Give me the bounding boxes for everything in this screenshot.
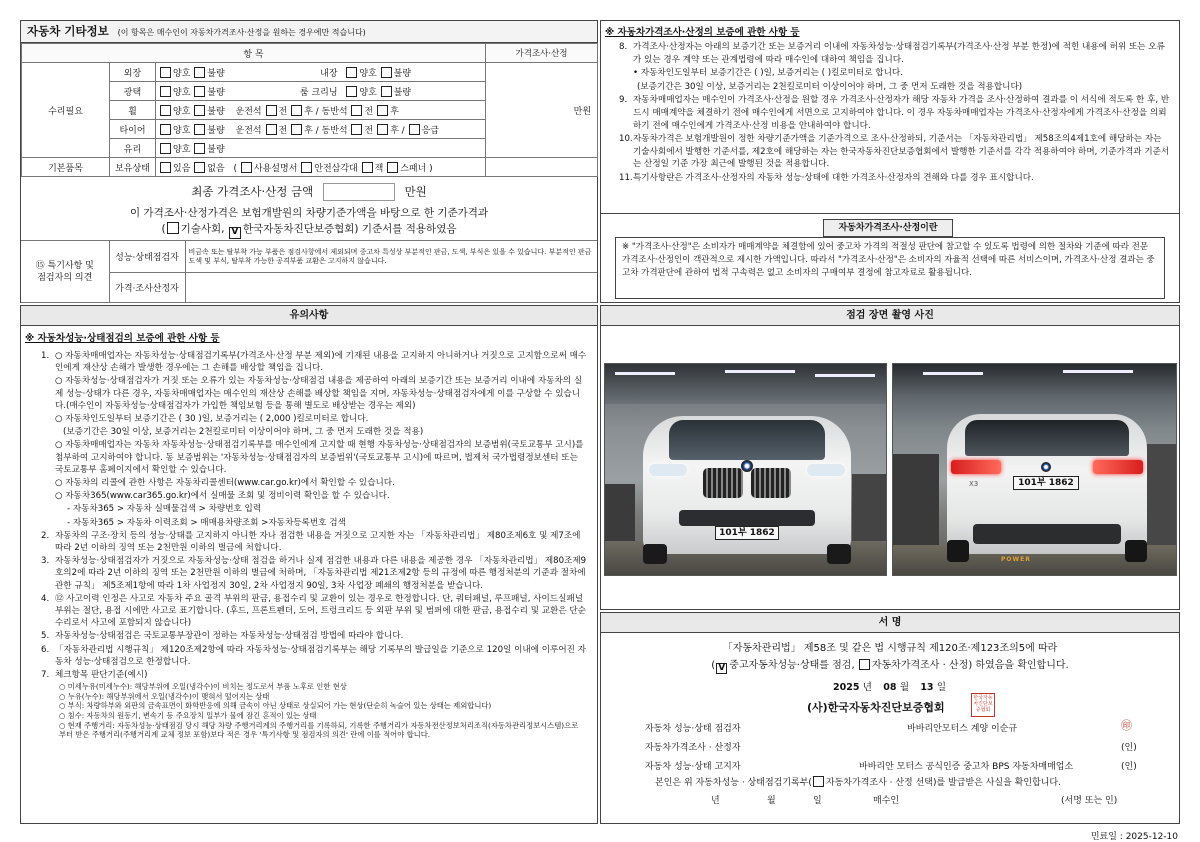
association-seal: 한국자동차진단보증협회 <box>971 693 995 717</box>
item-text: ○ 자동차매매업자는 자동차성능·상태점검기록부(가격조사·산정 부분 제외)에 기재된 내용을 고지하지 아니하거나 거짓으로 고지함으로써 매수인에게 재산상 손해가 발생한 경우에는 그 손해를 배상할 책임을 집니다. <box>55 351 587 374</box>
special-notes-label: ⑮ 특기사항 및 점검자의 의견 <box>21 241 109 303</box>
item-text: ○ 자동차인도일부터 보증기간은 ( 30 )일, 보증거리는 ( 2,000 )킬로미터로 합니다. <box>55 414 369 425</box>
sign-row-inspector <box>645 721 1175 734</box>
label-driver-seat: 운전석 <box>235 106 262 117</box>
checkbox-tire-passenger-rear[interactable] <box>377 124 388 135</box>
checkbox-exterior-bad[interactable] <box>194 67 205 78</box>
criteria-item: ○ 부식: 차량하부와 외판의 금속표면이 화학반응에 의해 금속이 아닌 상태로 상실되어 가는 현상(단순히 녹슬어 있는 상태는 제외합니다) <box>59 701 492 711</box>
label-good: 양호 <box>359 87 377 98</box>
checkbox-wheel-passenger-rear[interactable] <box>377 105 388 116</box>
sign-month: 08 <box>883 682 897 693</box>
dyno-label: POWER <box>1001 556 1031 563</box>
special-row-appraiser: 가격·조사산정자 <box>109 273 185 303</box>
checkbox-room-good[interactable] <box>346 86 357 97</box>
item-num: 3. <box>41 556 50 567</box>
label-rear: 후 / <box>390 125 405 136</box>
rear-model-badge: X3 <box>969 480 979 488</box>
checkbox-tire-driver-rear[interactable] <box>291 124 302 135</box>
criteria-item: ○ 침수: 자동차의 원동기, 변속기 등 주요장치 일부가 물에 잠긴 흔적이 있는 상태 <box>59 711 317 721</box>
checkbox-wheel-driver-rear[interactable] <box>291 105 302 116</box>
item-text: ○ 자동차성능·상태점검자가 거짓 또는 오류가 있는 자동차성능·상태점검 내용을 제공하여 아래의 보증기간 또는 보증거리 이내에 자동차의 실제 성능·상태가 다른 경우, 자동차매매업자는 매수인의 재산상 손해를 배상할 책임을 지며, 자동차성능·상태점검자에게 이를 구상할 수 있습니다.(매수인이 자동차성능·상태점검자가 가입한 책임보험 등을 통해 별도로 배상받는 경우는 제외) <box>55 376 583 411</box>
item-text: ⑫ 사고이력 인정은 사고로 자동차 주요 골격 부위의 판금, 용접수리 및 교환이 있는 경우로 한정합니다. 단, 쿼터패널, 루프패널, 사이드실패널 부위는 절단, 용접 시에만 사고로 표기합니다. (후드, 프론트펜더, 도어, 트렁크리드 등 외판 부위 및 범퍼에 대한 판금, 용접수리 및 교환은 단순수리로서 사고에 포함되지 않습니다) <box>55 593 586 629</box>
final-price-input[interactable] <box>323 183 395 201</box>
label-bad: 불량 <box>393 87 412 98</box>
basis-line-2 <box>21 221 597 239</box>
checkbox-interior-good[interactable] <box>346 67 357 78</box>
label-rear: 후 <box>390 106 399 117</box>
checkbox-tire-good[interactable] <box>160 124 171 135</box>
signature-org: (사)한국자동차진단보증협회 <box>807 701 945 714</box>
row-label-tire: 타이어 <box>110 120 156 139</box>
checkbox-triangle[interactable] <box>301 162 312 173</box>
issued-date: 민료일 : 2025-12-10 <box>1090 832 1178 842</box>
front-license-plate: 101부 1862 <box>715 526 779 540</box>
photos-section <box>600 305 1180 610</box>
notice-subtitle: ※ 자동차성능·상태점검의 보증에 관한 사항 등 <box>25 333 220 344</box>
basis-association: 한국자동차진단보증협회) 기준서를 적용하였음 <box>242 223 457 235</box>
row-label-possession: 보유상태 <box>110 158 156 177</box>
label-front: 전 <box>278 125 288 136</box>
sign-day: 13 <box>920 682 934 693</box>
label-driver-seat: 운전석 <box>235 125 262 136</box>
item-text: 특기사항란은 가격조사·산정자의 자동차 성능·상태에 대한 가격조사·산정자의 견해와 다를 경우 표시합니다. <box>633 172 1034 183</box>
row-basic-items <box>156 158 486 177</box>
item-num: 5. <box>41 631 50 642</box>
final-price-row <box>21 183 597 201</box>
notifier-mark: (인) <box>1121 762 1137 772</box>
checkbox-price-appraisal[interactable] <box>859 659 870 670</box>
checkbox-spanner[interactable] <box>387 162 398 173</box>
sign-row-notifier <box>645 759 1175 772</box>
checkbox-gloss-good[interactable] <box>160 86 171 97</box>
special-row-inspector-text: 비금속 또는 탈부착 가능 부품은 점검사항에서 제외되며 중고차 특성상 부분적인 판금, 도색, 부식은 있을 수 있습니다. 부분적인 판금 도색 및 부식, 탈부착 가능한 공격부품 교환은 고지하지 않습니다. <box>185 241 597 273</box>
item-num: 7. <box>41 670 50 681</box>
buyer-label: 매수인 <box>873 796 900 806</box>
sign-year: 2025 <box>833 682 860 693</box>
checkbox-glass-good[interactable] <box>160 143 171 154</box>
label-bad: 불량 <box>207 87 225 98</box>
criteria-item: ○ 현재 주행거리: 자동차성능·상태점검 당시 해당 차량 주행거리계의 주행거리를 기록하되, 기록한 주행거리가 자동차전산정보처리조직(자동차관리정보시스템)으로부터 받은 주행거리(주행거리계 교체 정보 포함)보다 적은 경우 '특기사항 및 점검자의 의견' 란에 이를 적어야 합니다. <box>59 720 579 740</box>
rear-car-photo <box>892 363 1177 576</box>
label-rear: 후 / 동반석 <box>304 106 348 117</box>
label-good: 양호 <box>173 87 191 98</box>
sign-row-appraiser <box>645 740 1175 753</box>
price-guarantee-items <box>601 41 1179 185</box>
buyer-sign-note: (서명 또는 인) <box>1061 796 1118 806</box>
signature-check-line <box>601 656 1179 674</box>
label-has: 있음 <box>173 163 191 174</box>
label-good: 양호 <box>173 106 191 117</box>
check-appraisal-text: 자동차가격조사 · 산정) 하였음을 확인합니다. <box>871 660 1069 671</box>
special-notes-table <box>21 240 597 303</box>
group-repair: 수리필요 <box>22 63 110 158</box>
year-label: 년 <box>862 682 872 693</box>
label-emergency: 응급 <box>421 125 439 136</box>
item-num: 2. <box>41 530 50 541</box>
criteria-item: ○ 누유(누수): 해당부위에서 오일(냉각수)이 맺혀서 떨어지는 상태 <box>59 691 270 701</box>
check-performance-text: 중고자동차성능·상태를 점검, <box>729 660 855 671</box>
paren-open: ( <box>233 163 238 174</box>
item-text: 자동차매매업자는 매수인이 가격조사·산정을 원할 경우 가격조사·산정자가 해당 자동차 가격을 조사·산정하여 결과를 이 서식에 적도록 한 후, 반드시 매매계약을 체결하기 전에 매수인에게 서면으로 고지하여야 합니다. 이 경우 자동차매매업자는 가격조사·산정자에게 가격조사·산정을 의뢰하기 전에 매수인에게 가격조사·산정 비용을 안내하여야 합니다. <box>633 95 1170 131</box>
item-text: 가격조사·산정자는 아래의 보증기간 또는 보증거리 이내에 자동차성능·상태점검기록부(가격조사·산정 부분 한정)에 적힌 내용에 허위 또는 오류가 있는 경우 계약 또는 관계법령에 따라 매수인에 대하여 책임을 집니다. <box>633 42 1165 65</box>
label-spanner: 스패너 ) <box>400 163 433 174</box>
price-unit: 만원 <box>486 63 598 158</box>
buyer-year-label: 년 <box>711 796 720 806</box>
checkbox-none[interactable] <box>194 162 205 173</box>
label-front: 전 <box>364 106 374 117</box>
checkbox-has[interactable] <box>160 162 171 173</box>
row-label-room-cleaning: 룸 크리닝 <box>299 87 338 98</box>
row-gloss <box>156 82 486 101</box>
checkbox-tire-bad[interactable] <box>194 124 205 135</box>
day-label: 일 <box>936 682 947 693</box>
checkbox-gloss-bad[interactable] <box>194 86 205 97</box>
header-price: 가격조사·산정 <box>486 44 598 63</box>
inspector-value: 바바리안모터스 계양 이순규 <box>907 724 1018 734</box>
label-triangle: 안전삼각대 <box>314 163 358 174</box>
basis-paren: ( <box>161 223 166 235</box>
price-guarantee-title: ※ 자동차가격조사·산정의 보증에 관한 사항 등 <box>605 27 800 38</box>
notifier-label: 자동차 성능·상태 고지자 <box>645 762 741 772</box>
checkbox-performance[interactable]: V <box>716 663 727 674</box>
appraiser-mark: (인) <box>1121 743 1137 753</box>
row-exterior <box>156 63 486 82</box>
checkbox-jack[interactable] <box>362 162 373 173</box>
header-item: 항 목 <box>22 44 486 63</box>
checkbox-association[interactable]: V <box>229 227 241 239</box>
row-label-wheel: 휠 <box>110 101 156 120</box>
item-num: 11. <box>619 172 633 183</box>
label-manual: 사용설명서 <box>253 163 298 174</box>
item-text: ○ 자동차365(www.car365.go.kr)에서 실매물 조회 및 정비이력 확인을 할 수 있습니다. <box>55 491 390 502</box>
criteria-item: ○ 미세누유(미세누수): 해당부위에 오일(냉각수)이 비치는 정도로서 부품 노후로 인한 현상 <box>59 682 347 692</box>
inspector-seal-icon: ㊞ <box>1121 719 1132 732</box>
item-text: - 자동차365 > 자동차 이력조회 > 매매용차량조회 >자동차등록번호 검색 <box>67 517 346 528</box>
checkbox-tire-passenger-front[interactable] <box>351 124 362 135</box>
row-label-interior: 내장 <box>320 68 338 79</box>
price-empty <box>486 158 598 177</box>
buyer-row <box>711 793 1181 806</box>
label-good: 양호 <box>173 144 191 155</box>
item-text: • 자동차인도일부터 보증기간은 ( )일, 보증거리는 ( )킬로미터로 합니다. <box>633 68 903 79</box>
photos-header: 점검 장면 촬영 사진 <box>601 306 1179 326</box>
item-text: ○ 자동차매매업자는 자동차 자동차성능·상태점검기록부를 매수인에게 고지할 때 현행 자동차성능·상태점검자의 보증범위(국토교통부 고시)를 첨부하여 고지하여야 합니다. 동 보증범위는 '자동차성능·상태점검자의 보증범위'(국토교통부 고시)에 따르며, 법제처 국가법령정보센터 또는 국토교통부 홈페이지에서 확인할 수 있습니다. <box>55 440 584 475</box>
signature-section <box>600 612 1180 824</box>
price-guarantee-section <box>600 20 1180 303</box>
row-wheel <box>156 101 486 120</box>
row-label-gloss: 광택 <box>110 82 156 101</box>
other-info-title: 자동차 기타정보 <box>27 24 109 38</box>
label-jack: 잭 <box>374 163 384 174</box>
month-label: 월 <box>899 682 909 693</box>
checkbox-wheel-good[interactable] <box>160 105 171 116</box>
other-info-section <box>20 20 598 303</box>
other-info-table <box>21 43 598 177</box>
receipt-line <box>655 775 1061 788</box>
checkbox-room-bad[interactable] <box>381 86 392 97</box>
label-none: 없음 <box>207 163 225 174</box>
checkbox-manual[interactable] <box>241 162 252 173</box>
checkbox-tire-emergency[interactable] <box>409 124 420 135</box>
row-glass <box>156 139 486 158</box>
signature-date <box>833 679 946 693</box>
signature-header: 서 명 <box>601 613 1179 633</box>
rear-license-plate: 101부 1862 <box>1013 476 1079 490</box>
label-bad: 불량 <box>207 144 225 155</box>
notifier-value: 바바리안 모터스 공식인증 중고차 BPS 자동차매매업소 <box>859 762 1074 772</box>
item-num: 9. <box>619 95 628 106</box>
checkbox-receipt-appraisal[interactable] <box>813 776 824 787</box>
item-text: (보증기간은 30일 이상, 보증거리는 2천킬로미터 이상이어야 하며, 그 중 먼저 도래한 것을 적용합니다) <box>637 81 1023 92</box>
receipt-text-a: 본인은 위 자동차성능 · 상태점검기록부( <box>655 778 812 788</box>
group-basic: 기본품목 <box>22 158 110 177</box>
other-info-title-bar <box>21 21 597 43</box>
price-definition-title: 자동차가격조사·산정이란 <box>823 219 953 237</box>
item-text: 「자동차관리법 시행규칙」 제120조제2항에 따라 자동차성능·상태점검기록부는 해당 기록부의 발급일을 기준으로 120일 이내에 이루어진 자동차 성능·상태점검으로 한정합니다. <box>55 644 586 667</box>
label-good: 양호 <box>173 68 191 79</box>
inspector-label: 자동차 성능·상태 점검자 <box>645 724 741 734</box>
label-rear: 후 / 동반석 <box>304 125 348 136</box>
item-text: 자동차성능·상태점검자가 거짓으로 자동차성능·상태 점검을 하거나 실제 점검한 내용과 다른 내용을 제공한 경우 「자동차관리법」 제80조제9호의2에 따라 2년 이하의 징역 또는 2천만원 이하의 벌금에 처하며, 「자동차관리법 제21조제2항 등의 규정에 따른 행정처분의 기준과 절차에 관한 규칙」 제5조제1항에 따라 1차 사업정지 30일, 2차 사업정지 90일, 3차 사업장 폐쇄의 행정처분을 받습니다. <box>55 556 587 591</box>
label-bad: 불량 <box>207 106 225 117</box>
item-text: (보증기간은 30일 이상, 보증거리는 2천킬로미터 이상이어야 하며, 그 중 먼저 도래한 것을 적용) <box>63 427 424 438</box>
label-bad: 불량 <box>207 68 225 79</box>
row-label-exterior: 외장 <box>110 63 156 82</box>
item-num: 1. <box>41 351 50 361</box>
receipt-text-b: 자동차가격조사 · 산정 선택)를 발급받은 사실을 확인합니다. <box>825 778 1061 788</box>
basis-text <box>21 205 597 239</box>
item-text: 자동차의 구조·장치 등의 성능·상태를 고지하지 아니한 자나 점검한 내용을 거짓으로 고지한 자는 「자동차관리법」 제80조제6호 및 제7조에 따라 2년 이하의 징역 또는 2천만원 이하의 벌금에 처합니다. <box>55 530 581 554</box>
buyer-day-label: 일 <box>813 796 822 806</box>
basis-technician: 기술사회, <box>180 223 225 235</box>
checkbox-wheel-bad[interactable] <box>194 105 205 116</box>
notice-header: 유의사항 <box>21 306 597 326</box>
notice-section <box>20 305 598 824</box>
item-num: 10. <box>619 134 633 145</box>
checkbox-glass-bad[interactable] <box>194 143 205 154</box>
other-info-note: (이 항목은 매수인이 자동차가격조사·산정을 원하는 경우에만 적습니다) <box>117 28 366 37</box>
checkbox-wheel-driver-front[interactable] <box>266 105 277 116</box>
checkbox-tire-driver-front[interactable] <box>266 124 277 135</box>
label-front: 전 <box>364 125 374 136</box>
checkbox-exterior-good[interactable] <box>160 67 171 78</box>
row-label-glass: 유리 <box>110 139 156 158</box>
label-front: 전 <box>278 106 288 117</box>
special-row-inspector: 성능·상태점검자 <box>109 241 185 273</box>
checkbox-technician[interactable] <box>167 222 179 234</box>
label-good: 양호 <box>359 68 377 79</box>
final-price-unit: 만원 <box>404 184 427 199</box>
item-text: - 자동차365 > 자동차 실매물검색 > 차량번호 입력 <box>67 504 262 515</box>
front-car-photo <box>604 363 887 576</box>
special-row-appraiser-text <box>185 273 597 303</box>
final-price-label: 최종 가격조사·산정 금액 <box>191 184 314 199</box>
item-text: 자동차성능·상태점검은 국토교통부장관이 정하는 자동차성능·상태점검 방법에 따라야 합니다. <box>55 631 404 642</box>
item-num: 4. <box>41 593 50 604</box>
item-num: 8. <box>619 42 628 52</box>
item-num: 6. <box>41 644 50 655</box>
price-definition-box: ※ "가격조사·산정"은 소비자가 매매계약을 체결함에 있어 중고차 가격의 적절성 판단에 참고할 수 있도록 법령에 의한 절차와 기준에 따라 전문 가격조사·산정인이 객관적으로 제시한 가액입니다. 따라서 "가격조사·산정"은 소비자의 자율적 선택에 따른 서비스이며, 가격조사·산정 결과는 중고차 가격판단에 관하여 법적 구속력은 없고 소비자의 구매여부 결정에 참고자료로 활용됩니다. <box>615 237 1165 299</box>
item-text: ○ 자동차의 리콜에 관한 사항은 자동차리콜센터(www.car.go.kr)에서 확인할 수 있습니다. <box>55 478 395 489</box>
basis-line-1: 이 가격조사·산정가격은 보험개발원의 차량기준가액을 바탕으로 한 기준가격과 <box>129 207 489 219</box>
row-tire <box>156 120 486 139</box>
checkbox-interior-bad[interactable] <box>381 67 392 78</box>
notice-criteria <box>21 682 597 740</box>
notice-items <box>21 348 597 681</box>
label-bad: 불량 <box>393 68 412 79</box>
appraiser-label: 자동차가격조사 · 산정자 <box>645 743 741 753</box>
label-good: 양호 <box>173 125 191 136</box>
item-text: 자동차가격은 보험개발원이 정한 차량기준가액을 기준가격으로 조사·산정하되, 기준서는 「자동차관리법」 제58조의4제1호에 해당하는 자는 기술사회에서 발행한 기준서를, 제2호에 해당하는 자는 한국자동차진단보증협회에서 발행한 기준서를 각각 적용하여야 하며, 기준가격과 기준서는 산정일 기준 가장 최근에 발행된 것을 적용합니다. <box>633 134 1170 170</box>
label-bad: 불량 <box>207 125 225 136</box>
item-text: 체크항목 판단기준(예시) <box>55 670 148 681</box>
checkbox-wheel-passenger-front[interactable] <box>351 105 362 116</box>
buyer-month-label: 월 <box>767 796 776 806</box>
signature-law-line: 「자동차관리법」 제58조 및 같은 법 시행규칙 제120조·제123조의5에 따라 <box>722 643 1058 654</box>
check-paren: ( <box>711 660 716 671</box>
